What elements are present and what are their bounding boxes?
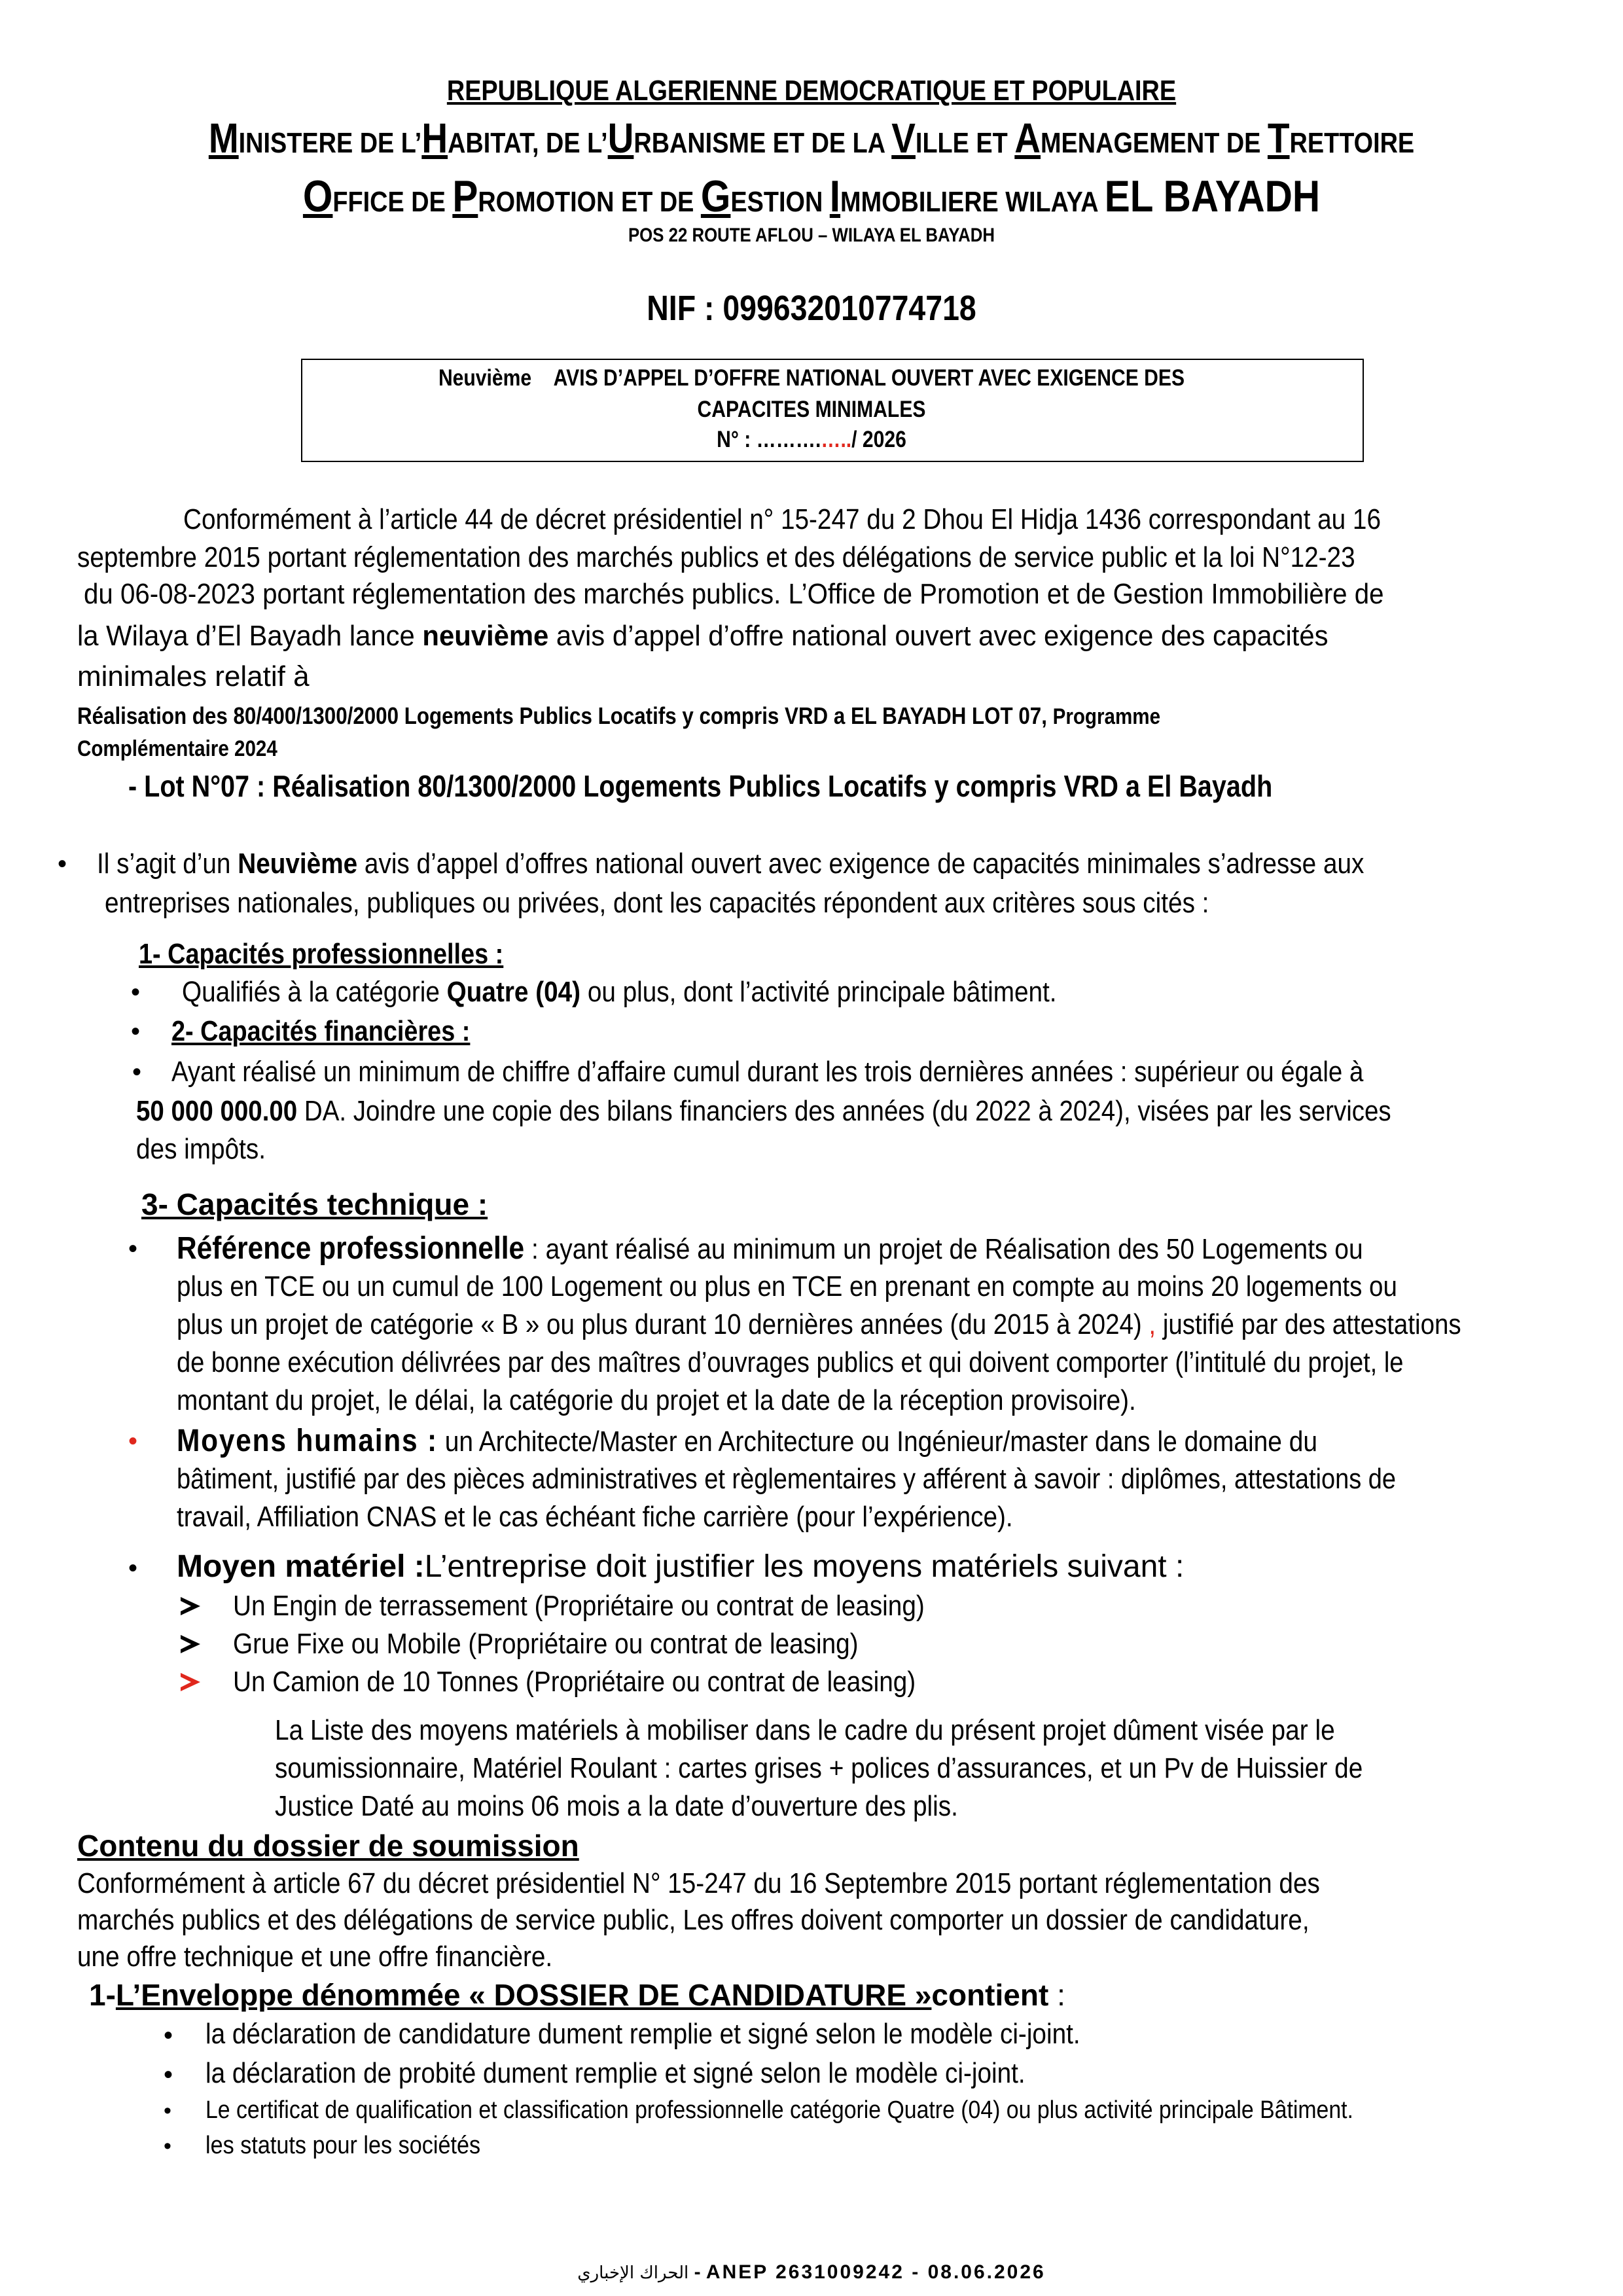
envelope-heading: 1-L’Enveloppe dénommée « DOSSIER DE CANDIDATURE »contient :: [89, 1978, 1065, 2012]
bullet-icon: •: [164, 2060, 173, 2089]
dossier-line-2: marchés publics et des délégations de service public, Les offres doivent comporter un dossier de candidature,: [77, 1904, 1310, 1936]
ref-line-3: plus un projet de catégorie « B » ou plus durant 10 dernières années (du 2015 à 2024) , justifié par des attestations: [177, 1308, 1461, 1340]
financial-line-2: 50 000 000.00 DA. Joindre une copie des bilans financiers des années (du 2022 à 2024), visées par les services: [136, 1095, 1391, 1127]
human-line-1: Moyens humains : un Architecte/Master en Architecture ou Ingénieur/master dans le domaine du: [177, 1424, 1318, 1458]
ref-title: Référence professionnelle: [177, 1231, 525, 1266]
dossier-item: les statuts pour les sociétés: [205, 2132, 481, 2159]
intro-line-3: du 06-08-2023 portant réglementation des marchés publics. L’Office de Promotion et de Gestion Immobilière de: [84, 578, 1384, 610]
material-list-line-3: Justice Daté au moins 06 mois a la date d’ouverture des plis.: [275, 1790, 958, 1822]
human-line-3: travail, Affiliation CNAS et le cas échéant fiche carrière (pour l’expérience).: [177, 1501, 1013, 1533]
intro-line-1: Conformément à l’article 44 de décret présidentiel n° 15-247 du 2 Dhou El Hidja 1436 correspondant au 16: [183, 503, 1382, 535]
intro-line-4: la Wilaya d’El Bayadh lance neuvième avis d’appel d’offre national ouvert avec exigence des capacités: [77, 620, 1329, 652]
nif-number: NIF : 099632010774718: [647, 289, 976, 328]
notice-title-line2: CAPACITES MINIMALES: [697, 397, 926, 422]
scope-line-1: Il s’agit d’un Neuvième avis d’appel d’offres national ouvert avec exigence de capacités minimales s’adresse aux: [97, 848, 1364, 880]
professional-item: Qualifiés à la catégorie Quatre (04) ou plus, dont l’activité principale bâtiment.: [182, 976, 1057, 1008]
republic-title: REPUBLIQUE ALGERIENNE DEMOCRATIQUE ET POPULAIRE: [446, 75, 1177, 107]
ministry-title: MINISTERE DE L’HABITAT, DE L’URBANISME ET DE LA VILLE ET AMENAGEMENT DE TRETTOIRE: [208, 115, 1415, 162]
footer-ref: الحراك الإخباري - ANEP 2631009242 - 08.06.2026: [577, 2261, 1046, 2283]
bullet-icon: •: [131, 1017, 141, 1046]
notice-ordinal: Neuvième: [438, 365, 532, 391]
lot-title: - Lot N°07 : Réalisation 80/1300/2000 Logements Publics Locatifs y compris VRD a El Bayadh: [128, 769, 1273, 803]
bullet-icon: •: [128, 1427, 138, 1456]
footer-arabic: الحراك الإخباري: [577, 2263, 689, 2283]
equipment-item: Un Engin de terrassement (Propriétaire ou contrat de leasing): [233, 1590, 925, 1622]
material-list-line-2: soumissionnaire, Matériel Roulant : cartes grises + polices d’assurances, et un Pv de Huissier de: [275, 1752, 1363, 1784]
equipment-item: Un Camion de 10 Tonnes (Propriétaire ou contrat de leasing): [233, 1666, 916, 1698]
dossier-line-3: une offre technique et une offre financière.: [77, 1941, 553, 1973]
financial-amount: 50 000 000.00: [136, 1095, 298, 1127]
dossier-line-1: Conformément à article 67 du décret présidentiel N° 15-247 du 16 Septembre 2015 portant réglementation des: [77, 1867, 1320, 1899]
equipment-item: Grue Fixe ou Mobile (Propriétaire ou contrat de leasing): [233, 1628, 859, 1660]
notice-title-line1: Neuvième AVIS D’APPEL D’OFFRE NATIONAL OUVERT AVEC EXIGENCE DES: [438, 365, 1185, 391]
dossier-item: Le certificat de qualification et classification professionnelle catégorie Quatre (04) ou plus activité principale Bâtiment.: [205, 2096, 1353, 2124]
technical-heading: 3- Capacités technique :: [141, 1187, 488, 1221]
human-title: Moyens humains :: [177, 1424, 438, 1458]
intro-line-5: minimales relatif à: [77, 660, 310, 692]
office-address: POS 22 ROUTE AFLOU – WILAYA EL BAYADH: [628, 224, 995, 246]
material-title: Moyen matériel :: [177, 1549, 425, 1584]
material-list-line-1: La Liste des moyens matériels à mobiliser dans le cadre du présent projet dûment visée par le: [275, 1714, 1335, 1746]
bullet-icon: •: [164, 2021, 173, 2050]
financial-heading: 2- Capacités financières :: [171, 1015, 471, 1047]
scope-line-2: entreprises nationales, publiques ou privées, dont les capacités répondent aux critères sous cités :: [105, 887, 1209, 919]
ref-line-5: montant du projet, le délai, la catégorie du projet et la date de la réception provisoire).: [177, 1384, 1136, 1416]
human-line-2: bâtiment, justifié par des pièces administratives et règlementaires y afférent à savoir : diplômes, attestations de: [177, 1463, 1396, 1495]
ref-line-1: Référence professionnelle : ayant réalisé au minimum un projet de Réalisation des 50 Logements ou: [177, 1231, 1363, 1266]
ref-line-2: plus en TCE ou un cumul de 100 Logement ou plus en TCE en prenant en compte au moins 20 logements ou: [177, 1270, 1397, 1302]
bullet-icon: •: [131, 978, 141, 1007]
intro-line-2: septembre 2015 portant réglementation des marchés publics et des délégations de service public et la loi N°12-23: [77, 541, 1355, 573]
dossier-item: la déclaration de candidature dument remplie et signé selon le modèle ci-joint.: [205, 2018, 1080, 2050]
bullet-icon: •: [128, 1554, 138, 1583]
professional-heading: 1- Capacités professionnelles :: [139, 938, 504, 970]
dossier-item: la déclaration de probité dument remplie et signé selon le modèle ci-joint.: [205, 2057, 1026, 2089]
material-line: Moyen matériel :L’entreprise doit justifier les moyens matériels suivant :: [177, 1549, 1185, 1584]
financial-line-1: Ayant réalisé un minimum de chiffre d’affaire cumul durant les trois dernières années : supérieur ou égale à: [171, 1056, 1364, 1088]
bullet-icon: •: [58, 850, 67, 878]
bullet-icon: •: [128, 1234, 138, 1263]
office-title: OFFICE DE PROMOTION ET DE GESTION IMMOBILIERE WILAYA EL BAYADH: [302, 171, 1321, 221]
bullet-icon: •: [132, 1058, 142, 1086]
financial-line-3: des impôts.: [136, 1133, 266, 1165]
project-title: Réalisation des 80/400/1300/2000 Logements Publics Locatifs y compris VRD a EL BAYADH LOT 07, Programme Complémentaire 2024: [77, 702, 1161, 761]
bullet-icon: •: [164, 2134, 171, 2159]
bullet-icon: •: [164, 2098, 171, 2123]
ref-line-4: de bonne exécution délivrées par des maîtres d’ouvrages publics et qui doivent comporter (l’intitulé du projet, le: [177, 1346, 1404, 1378]
dossier-heading: Contenu du dossier de soumission: [77, 1829, 579, 1863]
notice-number: N° : ……….…../ 2026: [717, 427, 906, 452]
